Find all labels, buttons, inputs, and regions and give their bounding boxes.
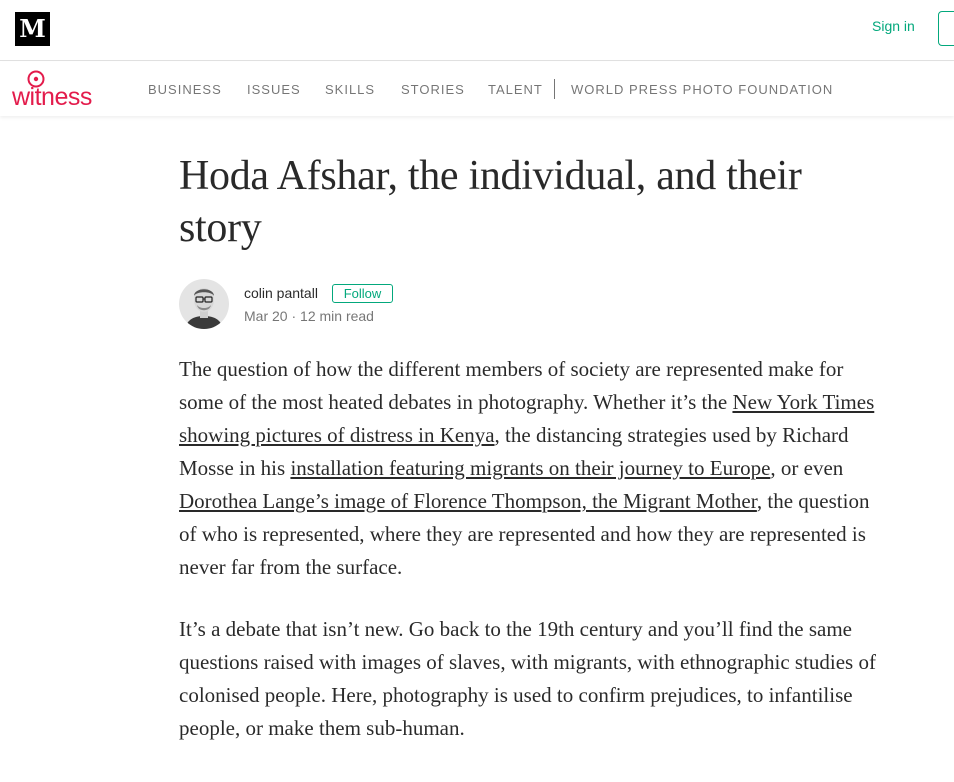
article-title: Hoda Afshar, the individual, and their story [179, 153, 802, 251]
link-nyt-kenya[interactable]: New York Times showing pictures of distress in Kenya [179, 390, 875, 447]
paragraph-text: , the question of who is represented, where they are represented and how they are represented is never far from the surface. [179, 489, 870, 579]
author-avatar[interactable] [179, 279, 229, 329]
author-name-link[interactable]: colin pantall [244, 285, 318, 301]
sign-in-link[interactable]: Sign in [872, 18, 915, 34]
medium-topbar [0, 0, 954, 61]
medium-logo[interactable]: M [15, 12, 50, 46]
meta-separator: · [287, 308, 301, 324]
article-paragraph [179, 353, 879, 584]
link-mosse-installation[interactable]: installation featuring migrants on their journey to Europe [290, 456, 771, 480]
witness-logo[interactable] [12, 69, 112, 111]
nav-business[interactable]: BUSINESS [148, 82, 222, 97]
publish-date: Mar 20 [244, 308, 288, 324]
follow-button[interactable]: Follow [332, 284, 393, 303]
link-migrant-mother[interactable]: Dorothea Lange’s image of Florence Thompson, the Migrant Mother [179, 489, 757, 513]
witness-wordmark: witness [12, 83, 92, 111]
nav-skills[interactable]: SKILLS [325, 82, 376, 97]
nav-divider [554, 79, 555, 99]
read-time: 12 min read [300, 308, 374, 324]
get-started-button[interactable] [938, 11, 954, 46]
article-paragraph: It’s a debate that isn’t new. Go back to the 19th century and you’ll find the same questions raised with images of slaves, with migrants, with ethnographic studies of colonised people. Here, photography is used to confirm prejudices, to infantilise people, or make them sub-human. [179, 617, 876, 740]
paragraph-text: , or even [770, 456, 844, 480]
nav-talent[interactable]: TALENT [488, 82, 543, 97]
nav-stories[interactable]: STORIES [401, 82, 465, 97]
article-meta [244, 308, 374, 324]
publication-navbar [0, 62, 954, 116]
paragraph-text: The question of how the different members of society are represented make for some of the most heated debates in photography. Whether it’s the [179, 357, 844, 414]
nav-world-press-photo-foundation[interactable]: WORLD PRESS PHOTO FOUNDATION [571, 82, 834, 97]
author-portrait-icon [179, 279, 229, 329]
nav-issues[interactable]: ISSUES [247, 82, 301, 97]
paragraph-text: , the distancing strategies used by Richard Mosse in his [179, 423, 849, 480]
